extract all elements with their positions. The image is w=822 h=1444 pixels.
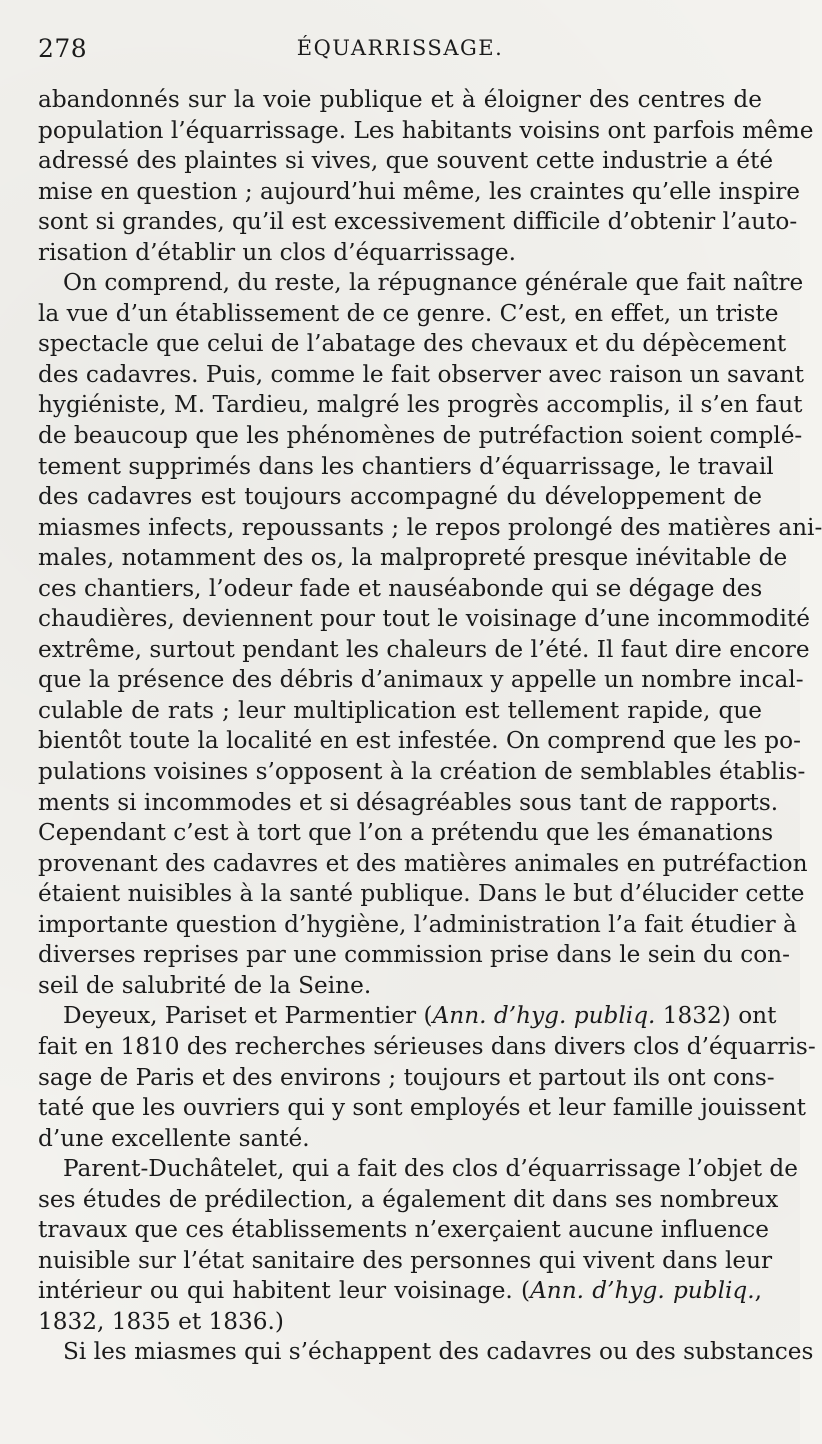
text-line: Cependant c’est à tort que l’on a prétendu que les émanations [38,819,774,847]
text-line: sont si grandes, qu’il est excessivement difficile d’obtenir l’auto- [38,208,798,236]
text-line: spectacle que celui de l’abatage des chevaux et du dépècement [38,330,787,358]
text-line: risation d’établir un clos d’équarrissage. [38,238,516,266]
page-number: 278 [38,34,88,63]
text-line: importante question d’hygiène, l’administration l’a fait étudier à [38,910,797,938]
text-line: nuisible sur l’état sanitaire des personnes qui vivent dans leur [38,1246,773,1274]
text-line: ments si incommodes et si désagréables sous tant de rapports. [38,788,779,816]
text-line: 1832, 1835 et 1836.) [38,1307,284,1335]
text-line: d’une excellente santé. [38,1124,310,1152]
text-line: taté que les ouvriers qui y sont employés et leur famille jouissent [38,1094,806,1122]
page-header [38,34,762,70]
text-line: que la présence des débris d’animaux y appelle un nombre incal- [38,666,804,694]
text-line: ces chantiers, l’odeur fade et nauséabonde qui se dégage des [38,574,763,602]
text-line: des cadavres est toujours accompagné du développement de [38,483,762,511]
text-line: Si les miasmes qui s’échappent des cadavres ou des substances [63,1338,814,1366]
text-line: mise en question ; aujourd’hui même, les craintes qu’elle inspire [38,177,801,205]
text-line: abandonnés sur la voie publique et à éloigner des centres de [38,86,762,113]
text-line: la vue d’un établissement de ce genre. C’est, en effet, un triste [38,299,779,327]
text-line: extrême, surtout pendant les chaleurs de l’été. Il faut dire encore [38,635,810,663]
text-line: population l’équarrissage. Les habitants voisins ont parfois même [38,116,814,144]
text-line: étaient nuisibles à la santé publique. Dans le but d’élucider cette [38,880,805,908]
text-line: ses études de prédilection, a également dit dans ses nombreux [38,1185,779,1213]
text-line: tement supprimés dans les chantiers d’équarrissage, le travail [38,452,774,480]
text-line: culable de rats ; leur multiplication est tellement rapide, que [38,696,762,724]
text-line: travaux que ces établissements n’exerçaient aucune influence [38,1216,769,1244]
text-line: Deyeux, Pariset et Parmentier (Ann. d’hyg. publiq. 1832) ont [63,1002,777,1030]
running-title: ÉQUARRISSAGE. [296,36,504,60]
text-line: On comprend, du reste, la répugnance générale que fait naître [63,269,804,297]
text-line: sage de Paris et des environs ; toujours et partout ils ont cons- [38,1063,775,1091]
text-line: de beaucoup que les phénomènes de putréfaction soient complé- [38,422,803,450]
text-line: pulations voisines s’opposent à la création de semblables établis- [38,758,806,786]
text-line: hygiéniste, M. Tardieu, malgré les progrès accomplis, il s’en faut [38,391,803,419]
text-line: seil de salubrité de la Seine. [38,971,372,999]
text-line: provenant des cadavres et des matières animales en putréfaction [38,849,808,877]
text-line: males, notamment des os, la malpropreté presque inévitable de [38,544,788,572]
text-line: diverses reprises par une commission prise dans le sein du con- [38,941,790,969]
text-line: adressé des plaintes si vives, que souvent cette industrie a été [38,147,774,175]
text-line: fait en 1810 des recherches sérieuses dans divers clos d’équarris- [38,1032,816,1060]
text-line: des cadavres. Puis, comme le fait observer avec raison un savant [38,360,804,388]
text-line: Parent-Duchâtelet, qui a fait des clos d’équarrissage l’objet de [63,1155,798,1183]
text-line: chaudières, deviennent pour tout le voisinage d’une incommodité [38,605,810,633]
text-line: bientôt toute la localité en est infestée. On comprend que les po- [38,727,801,755]
text-line: miasmes infects, repoussants ; le repos prolongé des matières ani- [38,513,822,541]
text-line: intérieur ou qui habitent leur voisinage. (Ann. d’hyg. publiq., [38,1277,762,1305]
body-text [38,85,822,1368]
